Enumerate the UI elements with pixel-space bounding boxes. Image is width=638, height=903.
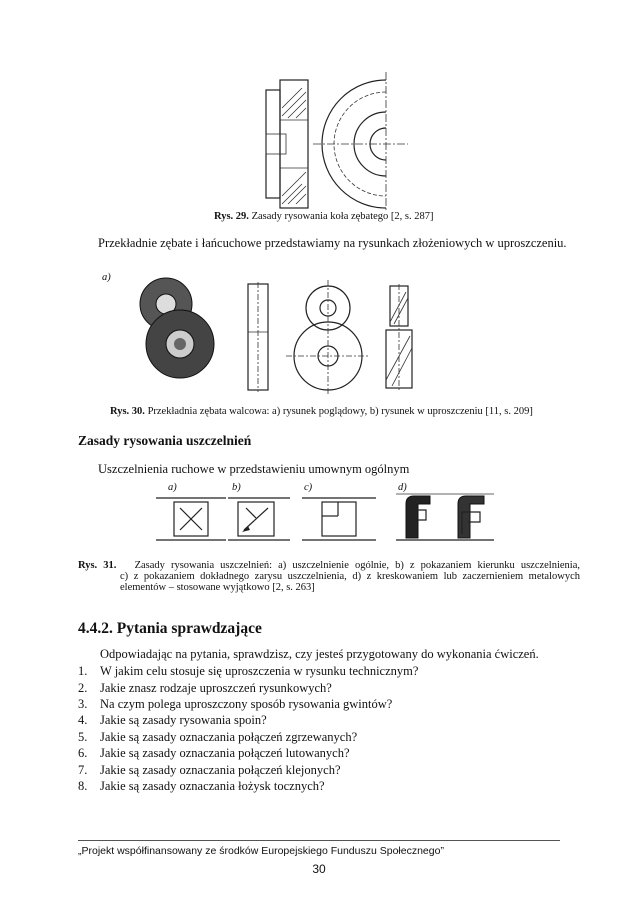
questions-intro: Odpowiadając na pytania, sprawdzisz, czy jesteś przygotowany do wykonania ćwiczeń.: [100, 647, 539, 661]
fig31-sublabel-b: b): [232, 482, 241, 493]
gear-pair-section-view: [384, 284, 414, 392]
fig31-caption: [78, 560, 580, 593]
footer-project-text: „Projekt współfinansowany ze środków Europejskiego Funduszu Społecznego”: [78, 845, 444, 857]
fig30-text: Przekładnia zębata walcowa: a) rysunek poglądowy, b) rysunek w uproszczeniu [11, s. 209]: [147, 406, 533, 417]
fig29-text: Zasady rysowania koła zębatego [2, s. 287]: [251, 211, 434, 222]
fig31-label: Rys. 31.: [78, 560, 117, 571]
question-number: 3.: [78, 697, 88, 711]
question-text: Na czym polega uproszczony sposób rysowania gwintów?: [100, 697, 393, 711]
question-text: W jakim celu stosuje się uproszczenia w rysunku technicznym?: [100, 664, 419, 678]
question-text: Jakie są zasady oznaczania łożysk tocznych?: [100, 779, 325, 793]
gear-pair-front-view: [286, 280, 370, 396]
fig29-label: Rys. 29.: [214, 211, 249, 222]
question-text: Jakie są zasady oznaczania połączeń klejonych?: [100, 763, 341, 777]
question-text: Jakie są zasady rysowania spoin?: [100, 713, 267, 727]
section-heading: Zasady rysowania uszczelnień: [78, 433, 252, 448]
question-number: 6.: [78, 746, 88, 760]
gear-pair-perspective: [126, 272, 226, 384]
question-number: 1.: [78, 664, 88, 678]
fig31-line1: Zasady rysowania uszczelnień: a) uszczelnienie ogólnie, b) z pokazaniem kierunku uszczelnienia,: [134, 560, 581, 571]
question-number: 5.: [78, 730, 88, 744]
list-item: [78, 730, 357, 745]
questions-heading: 4.4.2. Pytania sprawdzające: [78, 620, 262, 637]
question-text: Jakie są zasady oznaczania połączeń zgrzewanych?: [100, 730, 358, 744]
seals-paragraph: Uszczelnienia ruchowe w przedstawieniu umownym ogólnym: [98, 462, 410, 476]
seal-hatched: [396, 490, 494, 546]
question-text: Jakie są zasady oznaczania połączeń lutowanych?: [100, 746, 350, 760]
gear-drawing-fig29: [258, 72, 408, 210]
list-item: [78, 763, 341, 778]
list-item: [78, 746, 350, 761]
list-item: [78, 681, 332, 696]
list-item: [78, 664, 418, 679]
fig31-sublabel-d: d): [398, 482, 407, 493]
fig31-sublabel-c: c): [304, 482, 313, 493]
list-item: [78, 713, 267, 728]
gear-pair-side-view: [244, 282, 272, 392]
fig31-sublabel-a: a): [168, 482, 177, 493]
question-text: Jakie znasz rodzaje uproszczeń rysunkowych?: [100, 681, 332, 695]
page-number: 30: [312, 862, 326, 876]
question-number: 7.: [78, 763, 88, 777]
fig30-caption: [110, 406, 533, 417]
list-item: [78, 779, 325, 794]
intro-paragraph: Przekładnie zębate i łańcuchowe przedstawiamy na rysunkach złożeniowych w uproszczeniu.: [98, 236, 567, 250]
fig31-line3: elementów – stosowane wyjątkowo [2, s. 263]: [120, 582, 315, 593]
seal-general: [156, 494, 226, 544]
fig30-sublabel-a: a): [102, 272, 111, 283]
list-item: [78, 697, 392, 712]
question-number: 2.: [78, 681, 88, 695]
question-number: 4.: [78, 713, 88, 727]
fig30-label: Rys. 30.: [110, 406, 145, 417]
fig29-caption: [214, 211, 434, 222]
seal-profile: [302, 494, 376, 544]
seal-direction: [228, 494, 290, 544]
footer-divider: [78, 840, 560, 841]
fig31-line2: c) z pokazaniem dokładnego zarysu uszczelnienia, d) z kreskowaniem lub zaczernieniem metalowych: [120, 571, 580, 582]
question-number: 8.: [78, 779, 88, 793]
